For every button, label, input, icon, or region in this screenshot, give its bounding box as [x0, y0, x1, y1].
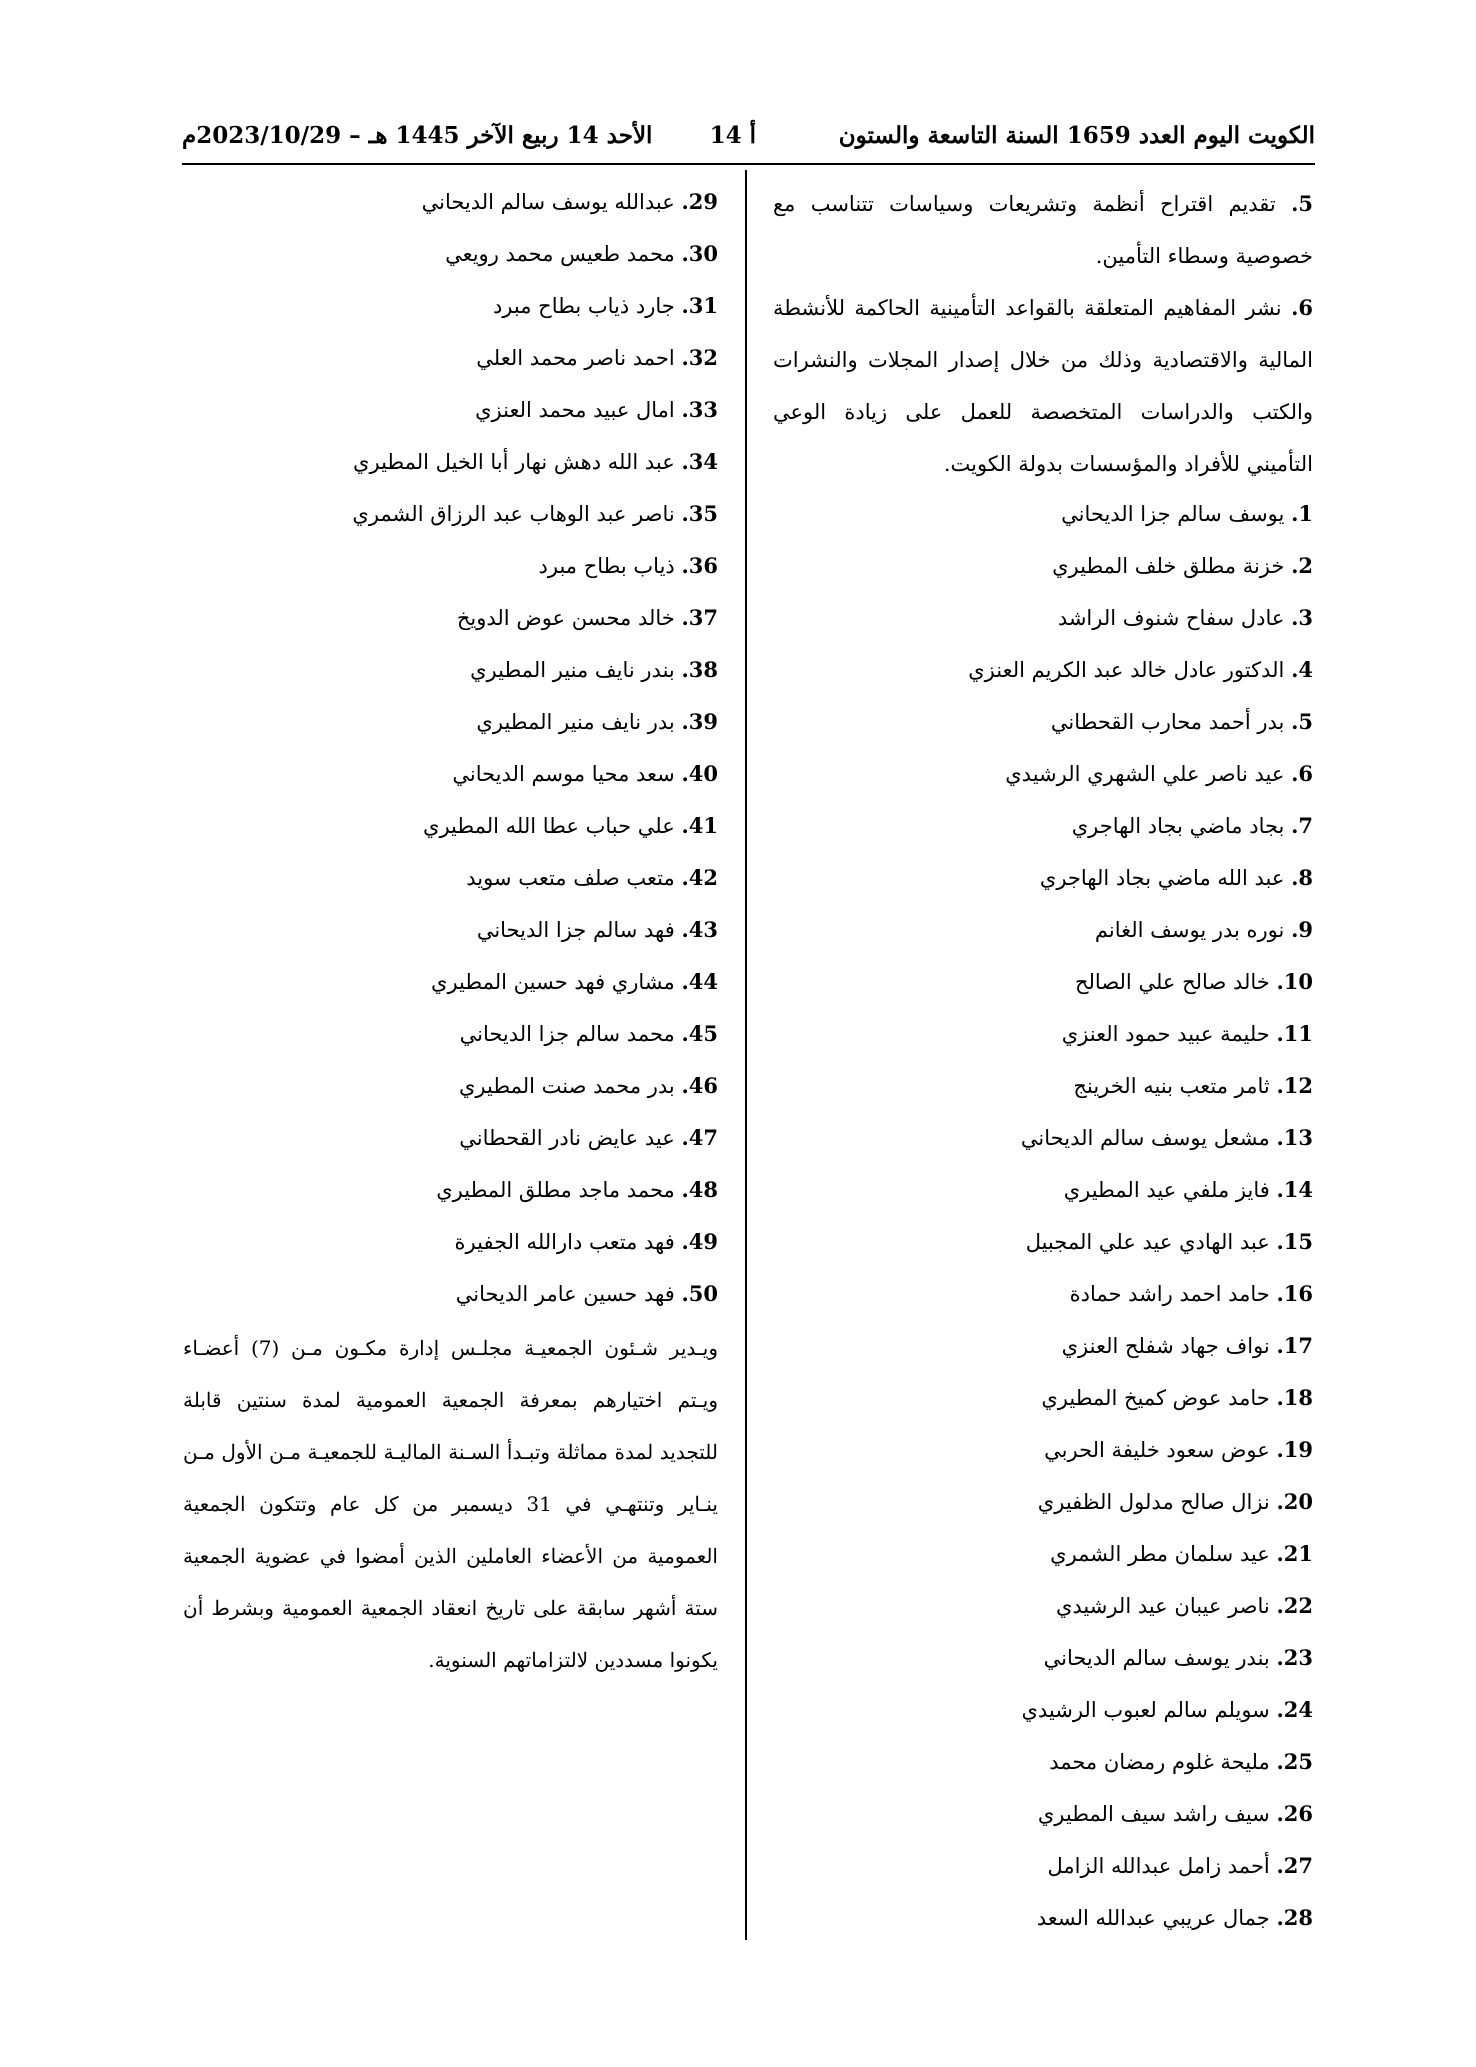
member-name: عبد الله دهش نهار أبا الخيل المطيري: [353, 450, 675, 474]
member-name: عبد الله ماضي بجاد الهاجري: [1039, 866, 1285, 890]
list-item-number: 34.: [681, 449, 718, 474]
list-item-number: 46.: [681, 1073, 718, 1098]
list-item-number: 41.: [681, 813, 718, 838]
list-item-number: 49.: [681, 1229, 718, 1254]
list-item: [183, 802, 718, 854]
member-name: خزنة مطلق خلف المطيري: [1052, 554, 1285, 578]
page-header: [182, 118, 1315, 166]
list-item: [773, 1062, 1313, 1114]
member-name: سيف راشد سيف المطيري: [1037, 1802, 1270, 1826]
list-item-number: 27.: [1276, 1853, 1313, 1878]
member-name: يوسف سالم جزا الديحاني: [1061, 502, 1285, 526]
member-name: بندر يوسف سالم الديحاني: [1043, 1646, 1270, 1670]
list-item: [183, 282, 718, 334]
member-name: امال عبيد محمد العنزي: [475, 398, 675, 422]
list-item-number: 31.: [681, 293, 718, 318]
list-item: [773, 490, 1313, 542]
list-item-number: 16.: [1276, 1281, 1313, 1306]
list-item-number: 15.: [1276, 1229, 1313, 1254]
list-item-number: 28.: [1276, 1905, 1313, 1930]
member-name: فهد سالم جزا الديحاني: [476, 918, 675, 942]
member-name: نزال صالح مدلول الظفيري: [1037, 1490, 1270, 1514]
list-item-number: 37.: [681, 605, 718, 630]
list-item: [773, 1166, 1313, 1218]
list-item: [183, 854, 718, 906]
member-name: عبدالله يوسف سالم الديحاني: [421, 190, 675, 214]
member-name: جمال عريبي عبدالله السعد: [1036, 1906, 1270, 1930]
list-item: [773, 594, 1313, 646]
item-5-number: 5.: [1291, 191, 1313, 216]
board-paragraph: ويـدير شـئون الجمعيـة مجلـس إدارة مكـون مـن (7) أعضـاء ويـتم اختيارهم بمعرفة الجمعية العمومية لمدة سنتين قابلة للتجديد لمدة مماثلة وتبـدأ السـنة الماليـة للجمعيـة مـن الأول مـن ينـاير وتنتهـي في 31 ديسمبر من كل عام وتتكون الجمعية العمومية من الأعضاء العاملين الذين أمضوا في عضوية الجمعية ستة أشهر سابقة على تاريخ انعقاد الجمعية العمومية وبشرط أن يكونوا مسددين لالتزاماتهم السنوية.: [183, 1336, 718, 1672]
list-item-number: 39.: [681, 709, 718, 734]
list-item-number: 21.: [1276, 1541, 1313, 1566]
list-item-number: 17.: [1276, 1333, 1313, 1358]
list-item: [773, 958, 1313, 1010]
list-item-number: 4.: [1291, 657, 1313, 682]
member-name: عيد ناصر علي الشهري الرشيدي: [1005, 762, 1285, 786]
member-name: حامد احمد راشد حمادة: [1069, 1282, 1270, 1306]
item-5-text: تقديم اقتراح أنظمة وتشريعات وسياسات تتناسب مع خصوصية وسطاء التأمين.: [773, 192, 1313, 268]
item-6-text: نشر المفاهيم المتعلقة بالقواعد التأمينية الحاكمة للأنشطة المالية والاقتصادية وذلك من خلال إصدار المجلات والنشرات والكتب والدراسات المتخصصة للعمل على زيادة الوعي التأميني للأفراد والمؤسسات بدولة الكويت.: [773, 296, 1313, 476]
list-item-number: 36.: [681, 553, 718, 578]
right-column: [773, 178, 1313, 1946]
list-item-number: 29.: [681, 189, 718, 214]
list-item: [183, 958, 718, 1010]
column-divider: [745, 170, 747, 1940]
list-item-number: 23.: [1276, 1645, 1313, 1670]
list-item: [183, 1166, 718, 1218]
list-item-number: 25.: [1276, 1749, 1313, 1774]
member-name: نوره بدر يوسف الغانم: [1094, 918, 1285, 942]
list-item-number: 50.: [681, 1281, 718, 1306]
member-name: عوض سعود خليفة الحربي: [1044, 1438, 1270, 1462]
list-item: [773, 1790, 1313, 1842]
list-item: [773, 1322, 1313, 1374]
list-item: [773, 1374, 1313, 1426]
list-item-number: 13.: [1276, 1125, 1313, 1150]
list-item: [183, 698, 718, 750]
list-item-number: 38.: [681, 657, 718, 682]
list-item: [773, 1686, 1313, 1738]
members-list-left: [183, 178, 718, 1322]
list-item: [183, 1062, 718, 1114]
list-item: [773, 1582, 1313, 1634]
member-name: أحمد زامل عبدالله الزامل: [1047, 1854, 1270, 1878]
member-name: بجاد ماضي بجاد الهاجري: [1071, 814, 1285, 838]
list-item: [183, 438, 718, 490]
list-item-number: 7.: [1291, 813, 1313, 838]
list-item-number: 26.: [1276, 1801, 1313, 1826]
member-name: سعد محيا موسم الديحاني: [452, 762, 675, 786]
list-item: [183, 1010, 718, 1062]
list-item-number: 2.: [1291, 553, 1313, 578]
list-item: [773, 1530, 1313, 1582]
list-item: [773, 1634, 1313, 1686]
member-name: مشاري فهد حسين المطيري: [431, 970, 675, 994]
member-name: حليمة عبيد حمود العنزي: [1061, 1022, 1270, 1046]
list-item-number: 8.: [1291, 865, 1313, 890]
list-item-number: 1.: [1291, 501, 1313, 526]
list-item: [773, 1478, 1313, 1530]
list-item-number: 6.: [1291, 761, 1313, 786]
list-item: [183, 490, 718, 542]
member-name: محمد ماجد مطلق المطيري: [436, 1178, 675, 1202]
member-name: عيد سلمان مطر الشمري: [1050, 1542, 1270, 1566]
list-item: [183, 178, 718, 230]
list-item: [773, 1842, 1313, 1894]
member-name: فهد متعب دارالله الجفيرة: [454, 1230, 675, 1254]
member-name: عبد الهادي عيد علي المجبيل: [1025, 1230, 1270, 1254]
item-6: [773, 282, 1313, 490]
member-name: علي حباب عطا الله المطيري: [423, 814, 675, 838]
list-item-number: 12.: [1276, 1073, 1313, 1098]
list-item-number: 24.: [1276, 1697, 1313, 1722]
list-item-number: 19.: [1276, 1437, 1313, 1462]
member-name: احمد ناصر محمد العلي: [476, 346, 675, 370]
member-name: ثامر متعب بنيه الخرينج: [1073, 1074, 1270, 1098]
member-name: بدر نايف منير المطيري: [476, 710, 675, 734]
list-item: [183, 594, 718, 646]
member-name: بدر محمد صنت المطيري: [459, 1074, 675, 1098]
member-name: عادل سفاح شنوف الراشد: [1057, 606, 1285, 630]
list-item-number: 45.: [681, 1021, 718, 1046]
member-name: جارد ذياب بطاح مبرد: [492, 294, 675, 318]
gazette-issue-info: الكويت اليوم العدد 1659 السنة التاسعة والستون: [838, 122, 1315, 149]
member-name: فهد حسين عامر الديحاني: [455, 1282, 675, 1306]
list-item: [773, 802, 1313, 854]
list-item: [183, 1270, 718, 1322]
list-item: [773, 1426, 1313, 1478]
list-item: [773, 1218, 1313, 1270]
list-item-number: 5.: [1291, 709, 1313, 734]
members-list-right: [773, 490, 1313, 1946]
list-item-number: 32.: [681, 345, 718, 370]
member-name: محمد طعيس محمد رويعي: [445, 242, 675, 266]
member-name: حامد عوض كميخ المطيري: [1041, 1386, 1270, 1410]
list-item: [773, 1738, 1313, 1790]
list-item-number: 44.: [681, 969, 718, 994]
list-item-number: 18.: [1276, 1385, 1313, 1410]
item-6-number: 6.: [1291, 295, 1313, 320]
header-rule: [182, 163, 1315, 165]
list-item: [773, 1270, 1313, 1322]
list-item: [183, 1114, 718, 1166]
list-item-number: 10.: [1276, 969, 1313, 994]
member-name: ناصر عيبان عيد الرشيدي: [1055, 1594, 1270, 1618]
list-item-number: 42.: [681, 865, 718, 890]
member-name: محمد سالم جزا الديحاني: [459, 1022, 675, 1046]
list-item-number: 43.: [681, 917, 718, 942]
list-item-number: 22.: [1276, 1593, 1313, 1618]
member-name: عيد عايض نادر القحطاني: [459, 1126, 675, 1150]
list-item: [773, 854, 1313, 906]
member-name: متعب صلف متعب سويد: [466, 866, 675, 890]
list-item: [773, 750, 1313, 802]
list-item: [773, 698, 1313, 750]
list-item: [183, 906, 718, 958]
member-name: سويلم سالم لعبوب الرشيدي: [1021, 1698, 1270, 1722]
member-name: ذياب بطاح مبرد: [538, 554, 675, 578]
member-name: خالد صالح علي الصالح: [1074, 970, 1270, 994]
list-item-number: 33.: [681, 397, 718, 422]
member-name: مشعل يوسف سالم الديحاني: [1020, 1126, 1270, 1150]
list-item-number: 35.: [681, 501, 718, 526]
list-item: [183, 542, 718, 594]
member-name: مليحة غلوم رمضان محمد: [1049, 1750, 1270, 1774]
list-item-number: 30.: [681, 241, 718, 266]
list-item: [773, 906, 1313, 958]
list-item: [183, 1218, 718, 1270]
item-5: [773, 178, 1313, 282]
member-name: بدر أحمد محارب القحطاني: [1050, 710, 1285, 734]
list-item-number: 14.: [1276, 1177, 1313, 1202]
list-item: [183, 230, 718, 282]
member-name: نواف جهاد شفلح العنزي: [1061, 1334, 1270, 1358]
list-item: [773, 1114, 1313, 1166]
list-item-number: 3.: [1291, 605, 1313, 630]
left-column: [183, 178, 718, 1686]
list-item-number: 11.: [1276, 1021, 1313, 1046]
member-name: ناصر عبد الوهاب عبد الرزاق الشمري: [352, 502, 675, 526]
issue-date: الأحد 14 ربيع الآخر 1445 هـ – 2023/10/29م: [182, 122, 653, 149]
member-name: فايز ملفي عيد المطيري: [1063, 1178, 1270, 1202]
list-item-number: 48.: [681, 1177, 718, 1202]
list-item: [183, 334, 718, 386]
list-item-number: 9.: [1291, 917, 1313, 942]
list-item: [773, 542, 1313, 594]
page-number: أ 14: [709, 122, 756, 149]
member-name: بندر نايف منير المطيري: [470, 658, 675, 682]
list-item-number: 47.: [681, 1125, 718, 1150]
list-item: [183, 646, 718, 698]
list-item: [773, 1894, 1313, 1946]
list-item: [773, 646, 1313, 698]
list-item: [183, 750, 718, 802]
list-item-number: 20.: [1276, 1489, 1313, 1514]
member-name: خالد محسن عوض الدويخ: [456, 606, 675, 630]
list-item: [183, 386, 718, 438]
list-item: [773, 1010, 1313, 1062]
member-name: الدكتور عادل خالد عبد الكريم العنزي: [968, 658, 1285, 682]
list-item-number: 40.: [681, 761, 718, 786]
